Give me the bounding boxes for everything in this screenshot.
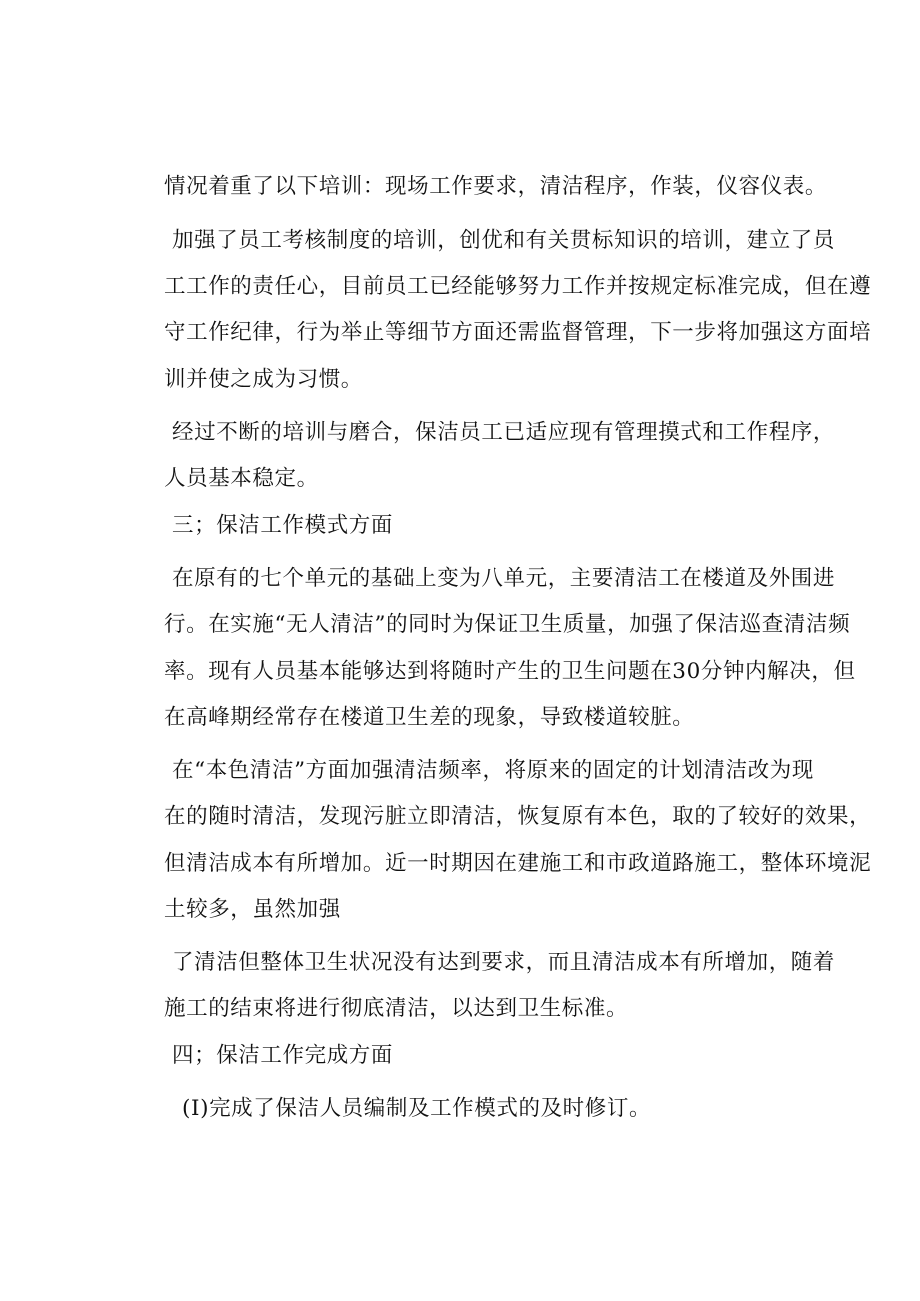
text-line: 人员基本稳定。 (164, 466, 319, 491)
text-line: 守工作纪律，行为举止等细节方面还需监督管理，下一步将加强这方面培 (164, 320, 872, 345)
text-line: 了清洁但整体卫生状况没有达到要求，而且清洁成本有所增加，随着 (172, 950, 836, 975)
text-line: 土较多，虽然加强 (164, 897, 341, 922)
text-line: 经过不断的培训与磨合，保洁员工已适应现有管理摸式和工作程序， (172, 420, 836, 445)
text-line: 率。现有人员基本能够达到将随时产生的卫生问题在30分钟内解决，但 (164, 659, 856, 684)
text-line: 加强了员工考核制度的培训，创优和有关贯标知识的培训，建立了员 (172, 228, 836, 253)
text-line: 行。在实施“无人清洁”的同时为保证卫生质量，加强了保洁巡查清洁频 (164, 612, 851, 637)
text-line: 工工作的责任心，目前员工已经能够努力工作并按规定标准完成，但在遵 (164, 274, 872, 299)
list-item: (I)完成了保洁人员编制及工作模式的及时修订。 (182, 1096, 652, 1121)
section-heading: 四；保洁工作完成方面 (172, 1043, 394, 1068)
section-heading: 三；保洁工作模式方面 (172, 513, 394, 538)
text-line: 施工的结束将进行彻底清洁，以达到卫生标准。 (164, 996, 629, 1021)
text-line: 在原有的七个单元的基础上变为八单元，主要清洁工在楼道及外围进 (172, 566, 836, 591)
text-line: 但清洁成本有所增加。近一时期因在建施工和市政道路施工，整体环境泥 (164, 851, 872, 876)
text-line: 在“本色清洁”方面加强清洁频率，将原来的固定的计划清洁改为现 (172, 758, 814, 783)
text-line: 情况着重了以下培训：现场工作要求，清洁程序，作装，仪容仪表。 (164, 174, 828, 199)
text-line: 训并使之成为习惯。 (164, 367, 363, 392)
text-line: 在高峰期经常存在楼道卫生差的现象，导致楼道较脏。 (164, 705, 695, 730)
text-line: 在的随时清洁，发现污脏立即清洁，恢复原有本色，取的了较好的效果， (164, 804, 872, 829)
